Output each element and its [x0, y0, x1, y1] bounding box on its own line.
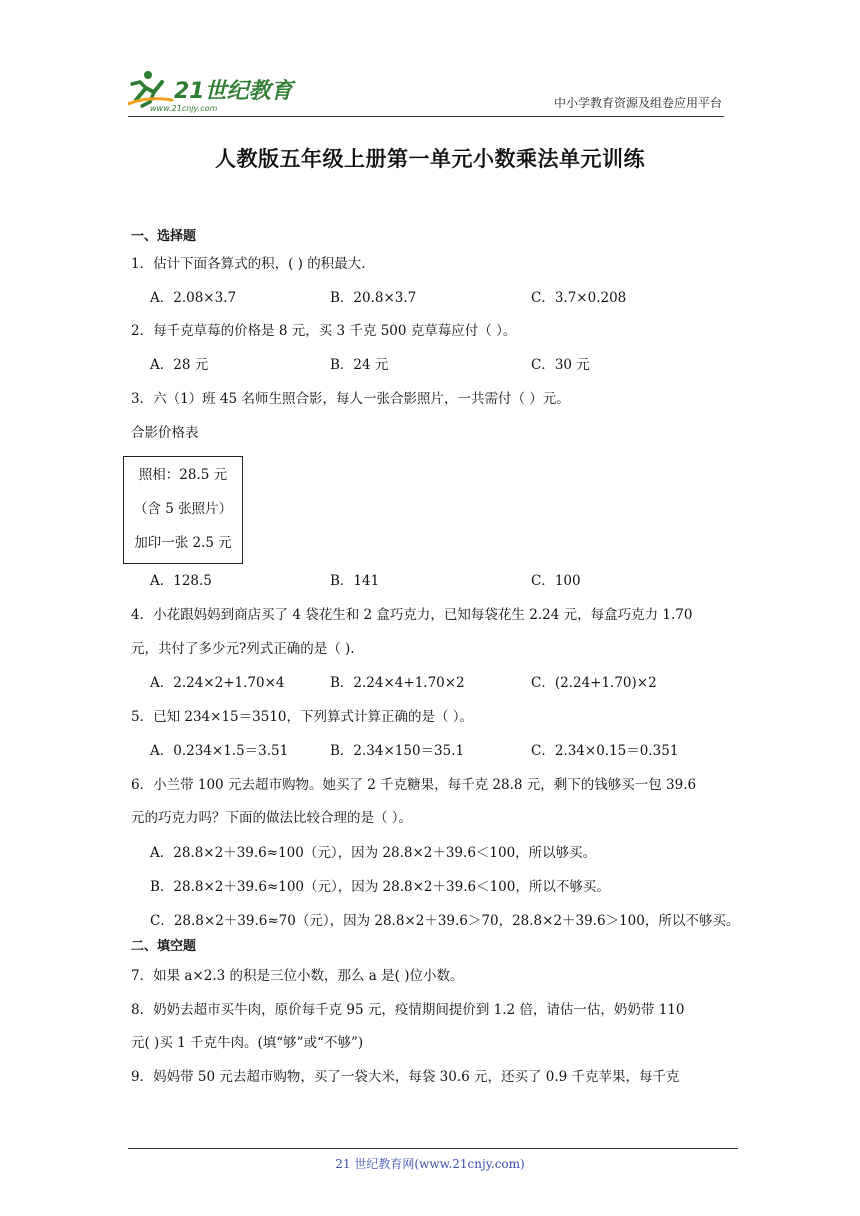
question-6-option-b: B．28.8×2＋39.6≈100（元），因为 28.8×2＋39.6＜100，所以不够买。	[150, 879, 610, 895]
question-1-option-c: C．3.7×0.208	[531, 290, 627, 306]
question-8-stem-line-2: 元( )买 1 千克牛肉。(填“够”或“不够”)	[131, 1035, 364, 1051]
question-3-option-c: C．100	[531, 573, 581, 589]
question-4-option-c: C．(2.24+1.70)×2	[531, 675, 657, 691]
question-9-stem: 9．妈妈带 50 元去超市购物，买了一袋大米，每袋 30.6 元，还买了 0.9 千克苹果，每千克	[131, 1069, 680, 1085]
price-table-line-1: 照相：28.5 元	[138, 467, 228, 483]
question-2-option-b: B．24 元	[330, 357, 389, 373]
price-table-line-3: 加印一张 2.5 元	[134, 535, 232, 551]
question-5-option-c: C．2.34×0.15＝0.351	[531, 743, 679, 759]
logo-icon	[128, 66, 298, 114]
question-5-stem: 5．已知 234×15＝3510，下列算式计算正确的是（ ）。	[131, 709, 474, 725]
question-6-option-c: C．28.8×2＋39.6≈70（元），因为 28.8×2＋39.6＞70，28.8×2＋39.6＞100，所以不够买。	[150, 913, 740, 929]
svg-text:21世纪教育: 21世纪教育	[174, 79, 293, 104]
question-3-option-b: B．141	[330, 573, 380, 589]
platform-tagline: 中小学教育资源及组卷应用平台	[553, 96, 722, 110]
footer-divider	[128, 1148, 738, 1149]
section-heading-fill: 二、填空题	[131, 939, 197, 954]
question-4-stem-line-2: 元，共付了多少元?列式正确的是（ ).	[131, 641, 355, 657]
question-5-option-b: B．2.34×150＝35.1	[330, 743, 465, 759]
question-3-stem: 3．六（1）班 45 名师生照合影，每人一张合影照片，一共需付（ ）元。	[131, 391, 570, 407]
question-6-stem-line-1: 6．小兰带 100 元去超市购物。她买了 2 千克糖果，每千克 28.8 元，剩下的钱够买一包 39.6	[131, 777, 697, 793]
page-title: 人教版五年级上册第一单元小数乘法单元训练	[215, 146, 645, 171]
question-4-stem-line-1: 4．小花跟妈妈到商店买了 4 袋花生和 2 盒巧克力，已知每袋花生 2.24 元，每盒巧克力 1.70	[131, 607, 693, 623]
section-heading-choice: 一、选择题	[131, 229, 197, 244]
question-4-option-a: A．2.24×2+1.70×4	[150, 675, 285, 691]
price-table-box	[123, 456, 243, 564]
question-7-stem: 7．如果 a×2.3 的积是三位小数，那么 a 是( )位小数。	[131, 968, 464, 984]
question-1-option-a: A．2.08×3.7	[150, 290, 237, 306]
price-table-title: 合影价格表	[131, 425, 199, 441]
page-header	[128, 66, 724, 117]
question-6-stem-line-2: 元的巧克力吗？下面的做法比较合理的是（ ）。	[131, 810, 413, 826]
question-4-option-b: B．2.24×4+1.70×2	[330, 675, 465, 691]
question-2-option-c: C．30 元	[531, 357, 590, 373]
svg-text:www.21cnjy.com: www.21cnjy.com	[150, 104, 218, 113]
question-3-option-a: A．128.5	[150, 573, 212, 589]
question-1-stem: 1．估计下面各算式的积，( ) 的积最大.	[131, 256, 366, 272]
question-2-stem: 2．每千克草莓的价格是 8 元，买 3 千克 500 克草莓应付（ ）。	[131, 323, 517, 339]
question-1-option-b: B．20.8×3.7	[330, 290, 417, 306]
footer-link[interactable]: 21 世纪教育网(www.21cnjy.com)	[335, 1157, 525, 1171]
question-8-stem-line-1: 8．奶奶去超市买牛肉，原价每千克 95 元，疫情期间提价到 1.2 倍，请估一估，奶奶带 110	[131, 1002, 685, 1018]
question-2-option-a: A．28 元	[150, 357, 209, 373]
question-5-option-a: A．0.234×1.5＝3.51	[150, 743, 289, 759]
question-6-option-a: A．28.8×2＋39.6≈100（元），因为 28.8×2＋39.6＜100，所以够买。	[150, 845, 597, 861]
price-table-line-2: （含 5 张照片）	[133, 501, 233, 517]
